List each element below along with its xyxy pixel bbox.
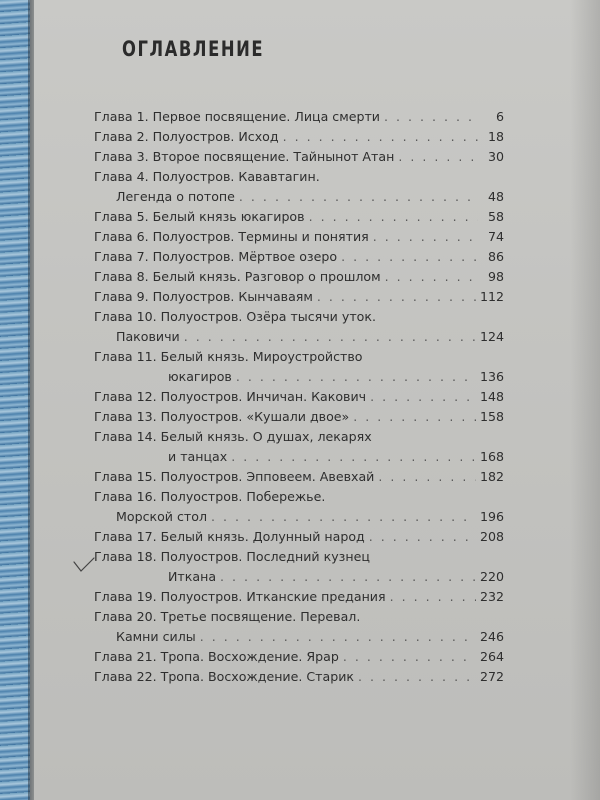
toc-entry — [94, 307, 504, 347]
toc-entry-title: Глава 22. Тропа. Восхождение. Старик — [94, 669, 355, 684]
dot-leader — [200, 627, 476, 647]
toc-entry-title: Глава 1. Первое посвящение. Лица смерти — [94, 109, 380, 124]
book-spine-edge — [0, 0, 30, 800]
toc-page-number: 264 — [479, 649, 504, 664]
dot-leader — [220, 567, 476, 587]
toc-entry — [94, 587, 504, 607]
dot-leader — [384, 107, 478, 127]
toc-entry-title: Глава 18. Полуостров. Последний кузнец — [94, 549, 370, 564]
toc-entry — [94, 667, 504, 687]
toc-entry — [94, 407, 504, 427]
toc-entry-title: Глава 3. Второе посвящение. Тайнынот Атан — [94, 149, 395, 164]
toc-entry-title: Камни силы — [116, 629, 196, 644]
toc-page-number: 182 — [479, 469, 504, 484]
toc-entry — [94, 227, 504, 247]
dot-leader — [184, 327, 476, 347]
toc-entry-title: Глава 4. Полуостров. Кававтагин. — [94, 169, 320, 184]
toc-entry-title: Глава 5. Белый князь юкагиров — [94, 209, 305, 224]
toc-page-number: 196 — [479, 509, 504, 524]
dot-leader — [370, 387, 476, 407]
toc-entry-title: Глава 17. Белый князь. Долунный народ — [94, 529, 365, 544]
dot-leader — [309, 207, 478, 227]
toc-entry-title: Глава 6. Полуостров. Термины и понятия — [94, 229, 369, 244]
toc-page-number: 148 — [479, 389, 504, 404]
toc-entry-title: Глава 20. Третье посвящение. Перевал. — [94, 609, 361, 624]
toc-entry — [94, 247, 504, 267]
toc-page-number: 112 — [479, 289, 504, 304]
dot-leader — [353, 407, 476, 427]
toc-entry — [94, 347, 504, 387]
toc-entry — [94, 607, 504, 647]
toc-entry — [94, 467, 504, 487]
toc-entry — [94, 287, 504, 307]
toc-page-number: 6 — [495, 109, 504, 124]
toc-entry-title: Глава 16. Полуостров. Побережье. — [94, 489, 326, 504]
toc-entry-title: Глава 8. Белый князь. Разговор о прошлом — [94, 269, 381, 284]
toc-entry-title: Глава 9. Полуостров. Кынчаваям — [94, 289, 313, 304]
table-of-contents — [94, 107, 504, 687]
dot-leader — [317, 287, 476, 307]
toc-entry-title: Глава 11. Белый князь. Мироустройство — [94, 349, 363, 364]
toc-entry — [94, 147, 504, 167]
toc-entry-title: Глава 7. Полуостров. Мёртвое озеро — [94, 249, 338, 264]
toc-entry-title: юкагиров — [168, 369, 232, 384]
dot-leader — [343, 647, 476, 667]
toc-page-number: 86 — [487, 249, 504, 264]
toc-entry-title: Глава 19. Полуостров. Итканские предания — [94, 589, 386, 604]
dot-leader — [398, 147, 478, 167]
toc-entry-title: Глава 12. Полуостров. Инчичан. Какович — [94, 389, 367, 404]
toc-page-number: 58 — [487, 209, 504, 224]
toc-entry-title: Легенда о потопе — [116, 189, 235, 204]
toc-page-number: 158 — [479, 409, 504, 424]
toc-entry — [94, 107, 504, 127]
toc-entry-title: Глава 15. Полуостров. Эпповеем. Авевхай — [94, 469, 375, 484]
dot-leader — [283, 127, 478, 147]
dot-leader — [341, 247, 478, 267]
toc-page-number: 124 — [479, 329, 504, 344]
toc-page-number: 98 — [487, 269, 504, 284]
toc-entry — [94, 547, 504, 587]
toc-entry-title: и танцах — [168, 449, 228, 464]
toc-entry-title: Глава 2. Полуостров. Исход — [94, 129, 279, 144]
toc-entry — [94, 207, 504, 227]
page-edge-shadow — [570, 0, 600, 800]
toc-entry-title: Глава 14. Белый князь. О душах, лекарях — [94, 429, 372, 444]
toc-entry — [94, 487, 504, 527]
toc-page-number: 136 — [479, 369, 504, 384]
toc-entry-title: Иткана — [168, 569, 217, 584]
toc-page-number: 18 — [487, 129, 504, 144]
toc-entry-title: Глава 10. Полуостров. Озёра тысячи уток. — [94, 309, 376, 324]
toc-entry — [94, 647, 504, 667]
page-title: ОГЛАВЛЕНИЕ — [122, 37, 265, 61]
toc-entry — [94, 167, 504, 207]
dot-leader — [358, 667, 476, 687]
checkmark-icon — [72, 556, 96, 574]
toc-entry — [94, 427, 504, 467]
dot-leader — [236, 367, 476, 387]
toc-page-number: 232 — [479, 589, 504, 604]
toc-page-number: 74 — [487, 229, 504, 244]
toc-entry-title: Глава 21. Тропа. Восхождение. Ярар — [94, 649, 339, 664]
toc-entry — [94, 267, 504, 287]
toc-entry — [94, 127, 504, 147]
toc-page-number: 220 — [479, 569, 504, 584]
dot-leader — [231, 447, 476, 467]
toc-entry — [94, 527, 504, 547]
dot-leader — [239, 187, 478, 207]
toc-entry-title: Морской стол — [116, 509, 208, 524]
toc-entry-title: Паковичи — [116, 329, 180, 344]
dot-leader — [385, 267, 478, 287]
toc-entry-title: Глава 13. Полуостров. «Кушали двое» — [94, 409, 350, 424]
toc-entry — [94, 387, 504, 407]
dot-leader — [390, 587, 476, 607]
toc-page-number: 48 — [487, 189, 504, 204]
toc-page-number: 272 — [479, 669, 504, 684]
toc-page-number: 168 — [479, 449, 504, 464]
dot-leader — [378, 467, 476, 487]
dot-leader — [369, 527, 476, 547]
dot-leader — [211, 507, 476, 527]
toc-page-number: 30 — [487, 149, 504, 164]
toc-page-number: 246 — [479, 629, 504, 644]
toc-page-number: 208 — [479, 529, 504, 544]
dot-leader — [373, 227, 478, 247]
